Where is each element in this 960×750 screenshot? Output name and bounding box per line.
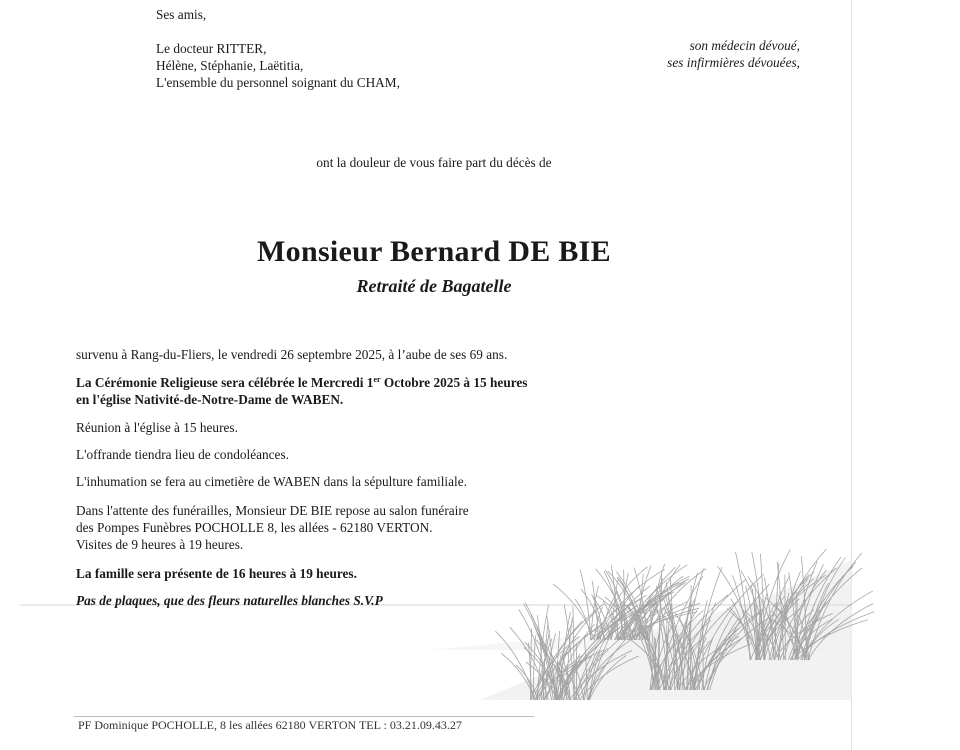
signatory-doctor: Le docteur RITTER, [156,41,267,56]
flowers-line: Pas de plaques, que des fleurs naturelles blanches S.V.P [76,593,383,608]
death-line: survenu à Rang-du-Fliers, le vendredi 26 septembre 2025, à l’aube de ses 69 ans. [76,347,508,362]
deceased-subtitle: Retraité de Bagatelle [356,276,512,296]
footer-contact: PF Dominique POCHOLLE, 8 les allées 62180 VERTON TEL : 03.21.09.43.27 [78,718,462,732]
signatory-staff: L'ensemble du personnel soignant du CHAM, [156,75,400,90]
signatory-nurses: Hélène, Stéphanie, Laëtitia, [156,58,304,73]
intro-line: Ses amis, [156,7,207,22]
family-line: La famille sera présente de 16 heures à 19 heures. [76,566,357,581]
role-doctor: son médecin dévoué, [689,38,800,53]
announcement-line: ont la douleur de vous faire part du décès de [316,155,552,170]
role-nurses: ses infirmières dévouées, [667,55,800,70]
ceremony-text-a: La Cérémonie Religieuse sera célébrée le Mercredi 1 [76,375,374,390]
ceremony-text-b: Octobre 2025 à 15 heures [380,375,528,390]
ceremony-line-2: en l'église Nativité-de-Notre-Dame de WABEN. [76,392,344,407]
ceremony-line-1 [76,374,527,392]
meeting-line: Réunion à l'église à 15 heures. [76,420,238,435]
ceremony-ordinal: er [373,375,381,384]
visits-line: Visites de 9 heures à 19 heures. [76,537,244,552]
funeral-home-line-2: des Pompes Funèbres POCHOLLE 8, les allées - 62180 VERTON. [76,520,433,535]
deceased-name: Monsieur Bernard DE BIE [257,235,611,268]
burial-line: L'inhumation se fera au cimetière de WABEN dans la sépulture familiale. [76,474,467,489]
offering-line: L'offrande tiendra lieu de condoléances. [76,447,289,462]
funeral-home-line-1: Dans l'attente des funérailles, Monsieur DE BIE repose au salon funéraire [76,503,469,518]
